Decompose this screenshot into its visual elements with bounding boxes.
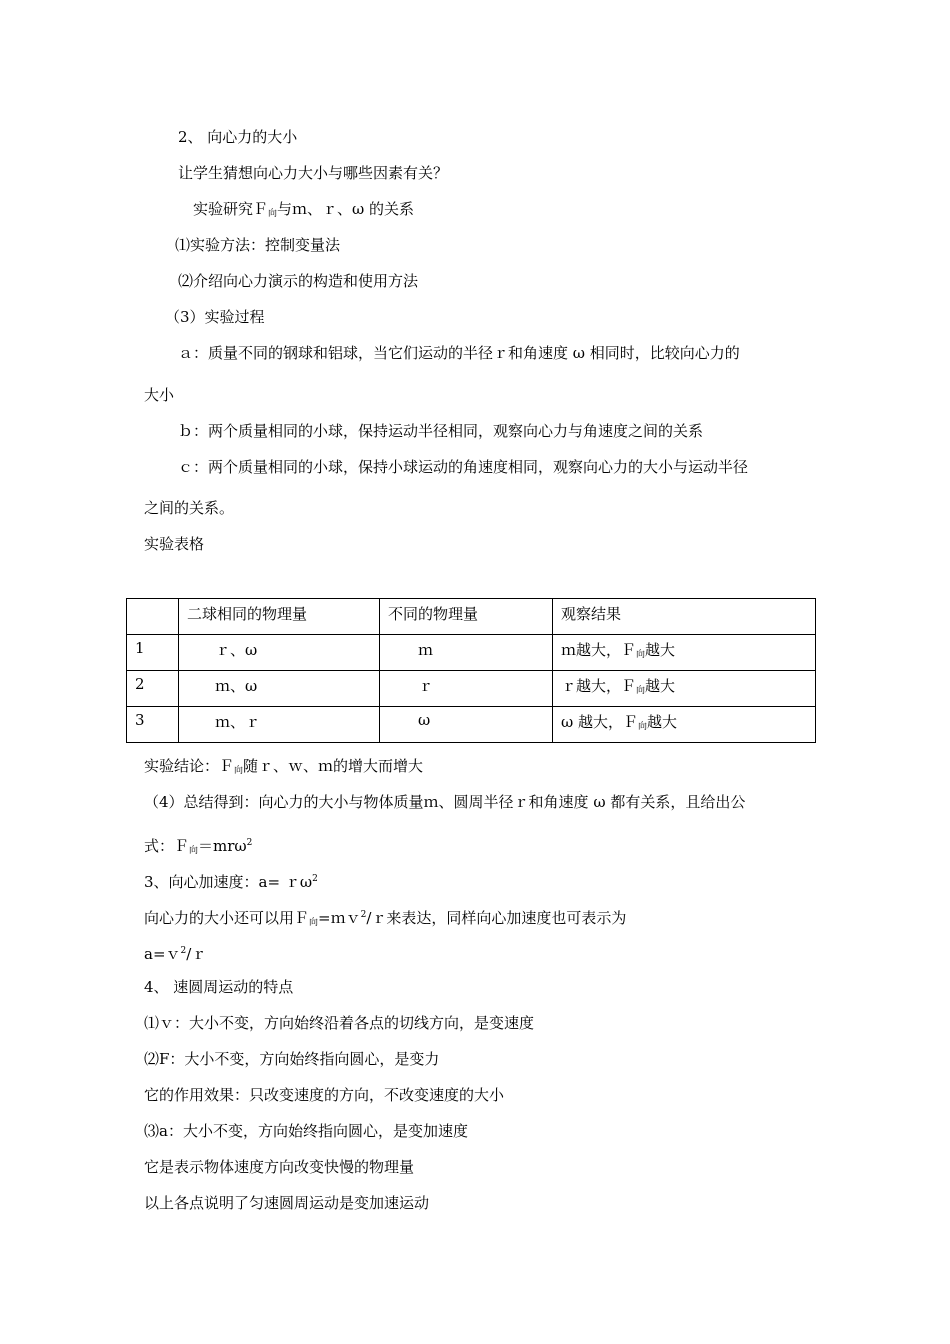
text: ＝mrω xyxy=(198,837,247,855)
table-cell xyxy=(553,707,816,743)
paragraph: ⑴实验方法：控制变量法 xyxy=(175,236,341,254)
superscript: 2 xyxy=(246,838,253,848)
subscript: 向 xyxy=(638,722,648,732)
text: 3、向心加速度：a= ｒω xyxy=(144,873,313,891)
text: 实验研究Ｆ xyxy=(193,200,269,218)
superscript: 2 xyxy=(180,946,187,956)
text: 与ｍ、ｒ、ω 的关系 xyxy=(277,200,415,218)
paragraph: ⑵介绍向心力演示的构造和使用方法 xyxy=(178,272,419,290)
text: ｍ越大，Ｆ xyxy=(561,641,637,659)
text: 实验结论：Ｆ xyxy=(144,757,235,775)
table-caption: 实验表格 xyxy=(144,535,205,553)
text: /ｒ来表达，同样向心加速度也可表示为 xyxy=(366,909,627,927)
text: 越大 xyxy=(647,713,678,731)
table-row xyxy=(127,707,816,743)
paragraph xyxy=(193,200,414,223)
paragraph: ｃ：两个质量相同的小球，保持小球运动的角速度相同，观察向心力的大小与运动半径 xyxy=(178,458,749,476)
paragraph: ａ：质量不同的钢球和铝球，当它们运动的半径ｒ和角速度 ω 相同时，比较向心力的 xyxy=(178,344,740,362)
text: a=ｖ xyxy=(144,945,181,963)
paragraph: 以上各点说明了匀速圆周运动是变加速运动 xyxy=(144,1194,430,1212)
table-cell: ｒ、ω xyxy=(179,635,380,671)
paragraph xyxy=(144,757,423,780)
paragraph xyxy=(144,906,626,932)
paragraph: 大小 xyxy=(144,386,175,404)
experiment-table xyxy=(126,598,816,743)
paragraph: ⑵F：大小不变，方向始终指向圆心，是变力 xyxy=(144,1050,440,1068)
paragraph: 它的作用效果：只改变速度的方向，不改变速度的大小 xyxy=(144,1086,505,1104)
text: ω 越大，Ｆ xyxy=(561,713,638,731)
subscript: 向 xyxy=(636,650,646,660)
table-header-cell: 二球相同的物理量 xyxy=(179,599,380,635)
table-cell: ｒ xyxy=(380,671,553,707)
formula-line xyxy=(144,942,206,963)
text: 随ｒ、ｗ、ｍ的增大而增大 xyxy=(243,757,424,775)
superscript: 2 xyxy=(360,910,367,920)
text: 越大 xyxy=(645,641,676,659)
paragraph: （4）总结得到：向心力的大小与物体质量ｍ、圆周半径ｒ和角速度 ω 都有关系，且给出公 xyxy=(144,793,746,811)
paragraph: ⑶a：大小不变，方向始终指向圆心，是变加速度 xyxy=(144,1122,468,1140)
paragraph: 它是表示物体速度方向改变快慢的物理量 xyxy=(144,1158,415,1176)
table-header-row xyxy=(127,599,816,635)
paragraph: 之间的关系。 xyxy=(144,499,235,517)
section-heading-centripetal-acceleration xyxy=(144,870,318,891)
subscript: 向 xyxy=(636,686,646,696)
table-cell: ｍ xyxy=(380,635,553,671)
table-cell: 2 xyxy=(127,671,179,707)
paragraph: ｂ：两个质量相同的小球，保持运动半径相同，观察向心力与角速度之间的关系 xyxy=(178,422,704,440)
subscript: 向 xyxy=(189,846,199,856)
table-row xyxy=(127,671,816,707)
subscript: 向 xyxy=(309,918,319,928)
table-cell: ｍ、ω xyxy=(179,671,380,707)
text: 越大 xyxy=(645,677,676,695)
paragraph: 让学生猜想向心力大小与哪些因素有关？ xyxy=(178,164,449,182)
table-cell: 1 xyxy=(127,635,179,671)
formula-line xyxy=(144,834,252,860)
paragraph: ⑴ｖ：大小不变，方向始终沿着各点的切线方向，是变速度 xyxy=(144,1014,535,1032)
table-header-cell: 观察结果 xyxy=(553,599,816,635)
paragraph: （3）实验过程 xyxy=(165,308,265,326)
section-heading-centripetal-force: 2、 向心力的大小 xyxy=(178,128,298,146)
superscript: 2 xyxy=(312,874,318,884)
table-cell: ｍ、ｒ xyxy=(179,707,380,743)
table-row xyxy=(127,635,816,671)
text: 式：Ｆ xyxy=(144,837,190,855)
text: 向心力的大小还可以用Ｆ xyxy=(144,909,310,927)
table-header-cell: 不同的物理量 xyxy=(380,599,553,635)
table-cell: ω xyxy=(380,707,553,743)
table-cell xyxy=(553,671,816,707)
table-header-cell xyxy=(127,599,179,635)
subscript: 向 xyxy=(234,766,244,776)
text: =ｍｖ xyxy=(318,909,361,927)
text: /ｒ xyxy=(186,945,207,963)
text: ｒ越大，Ｆ xyxy=(561,677,637,695)
subscript: 向 xyxy=(268,209,278,219)
table-cell xyxy=(553,635,816,671)
section-heading-uniform-circular-motion: 4、 速圆周运动的特点 xyxy=(144,978,294,996)
table-cell: 3 xyxy=(127,707,179,743)
